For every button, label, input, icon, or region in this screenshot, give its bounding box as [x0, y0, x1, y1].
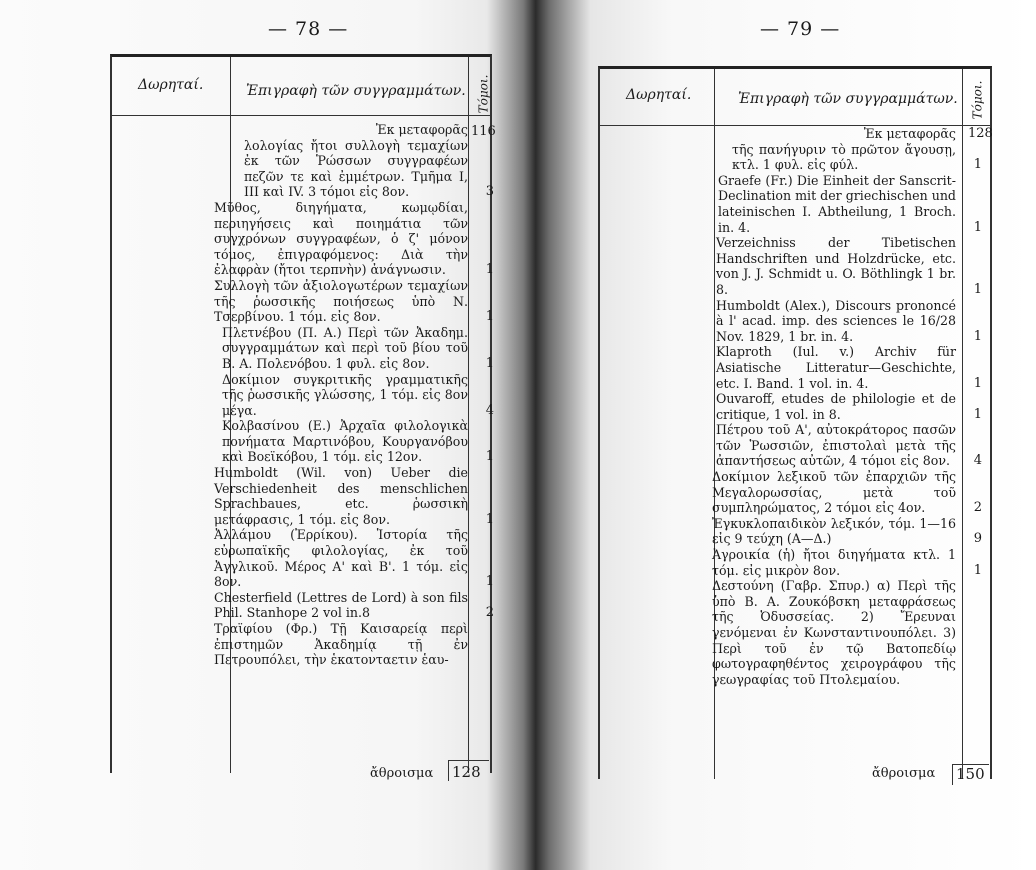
header-titles: Ἐπιγραφὴ τῶν συγγραμμάτων.: [246, 83, 466, 99]
entry-text: Δοκίμιον συγκριτικῆς γραμματικῆς τῆς ῥωσσικῆς γλώσσης, 1 τόμ. εἰς 8ον μέγα.: [222, 371, 468, 418]
volume-count: 128: [968, 126, 993, 141]
list-item: [214, 589, 494, 621]
volume-count: 1: [485, 355, 494, 371]
list-item: [244, 137, 494, 200]
entry-text: Humboldt (Wil. von) Ueber die Verschiedenheit des menschlichen Sprachbaues, etc. ῥωσσικὴ μετάφρασις, 1 τόμ. εἰς 8ον.: [214, 465, 468, 527]
list-item: [716, 235, 982, 297]
entry-text: Ἐκ μεταφορᾶς: [375, 122, 468, 137]
entry-text: Chesterfield (Lettres de Lord) à son fils Phil. Stanhope 2 vol in.8: [214, 589, 468, 621]
entry-text: Graefe (Fr.) Die Einheit der Sanscrit-Declination mit der griechischen und lateinischen I. Abtheilung, 1 Broch. in. 4.: [718, 172, 956, 235]
entry-text: Συλλογὴ τῶν ἀξιολογωτέρων τεμαχίων τῆς ῥωσσικῆς ποιήσεως ὑπὸ Ν. Τσερβίνου. 1 τόμ. εἰς 8ον.: [214, 277, 468, 325]
volume-count: 1: [485, 309, 494, 325]
volume-count: 2: [485, 605, 494, 621]
volume-count: 1: [973, 406, 982, 422]
header-volumes: Τόμοι.: [476, 74, 491, 114]
entry-text: Verzeichniss der Tibetischen Handschriften und Holzdrücke, etc. von J. J. Schmidt u. O. Böthlingk 1 br. 8.: [716, 235, 956, 297]
header-titles: Ἐπιγραφὴ τῶν συγγραμμάτων.: [738, 91, 958, 107]
list-item: [222, 371, 494, 419]
list-item: [214, 465, 494, 527]
volume-count: 1: [973, 281, 982, 297]
entry-text: Klaproth (Iul. v.) Archiv für Asiatische Litteratur—Geschichte, etc. I. Band. 1 vol. in. 4.: [716, 344, 956, 391]
volume-count: 1: [485, 262, 494, 278]
list-item: [716, 344, 982, 391]
list-item: [222, 418, 494, 465]
entry-text: Πλετνέβου (Π. Α.) Περὶ τῶν Ἀκαδημ. συγγραμμάτων καὶ περὶ τοῦ βίου τοῦ Β. Α. Πολενόβου. 1 φυλ. εἰς 8ον.: [222, 324, 468, 371]
list-item: [214, 527, 494, 590]
list-item: [222, 324, 494, 372]
sum-total: 128: [452, 763, 481, 781]
list-item: [214, 199, 494, 278]
entry-text: Τραϊφίου (Φρ.) Τῇ Καισαρείᾳ περὶ ἐπιστημῶν Ἀκαδημίᾳ τῇ ἐν Πετρουπόλει, τὴν ἑκατονταετιν ἑαυ-: [214, 621, 468, 668]
header-donors: Δωρηταί.: [138, 77, 204, 93]
entry-text: Κολβασίνου (Ε.) Ἀρχαῖα φιλολογικὰ πονήματα Μαρτινόβου, Κουργανόβου καὶ Βοεϊκόβου, 1 τόμ. εἰς 12ον.: [222, 418, 468, 465]
volume-count: 1: [485, 511, 494, 527]
list-item: [732, 141, 982, 173]
volume-count: 1: [485, 574, 494, 590]
volume-count: 4: [973, 453, 982, 469]
volume-count: 1: [973, 157, 982, 173]
volume-count: 4: [485, 402, 494, 418]
page-number-left: — 78 —: [268, 18, 349, 40]
column-rule: [962, 69, 963, 779]
entry-text: Humboldt (Alex.), Discours prononcé à l' acad. imp. des sciences le 16/28 Nov. 1829, 1 br. in. 4.: [716, 297, 956, 344]
entry-text: Μῦθος, διηγήματα, κωμῳδίαι, περιηγήσεις καὶ ποιημάτια τῶν συγχρόνων συγγραφέων, ὁ ζ' μόνον τόμος, ἐπιγραφόμενος: Διὰ τὴν ἐλαφρὰν (ἤτοι τερπνὴν) ἀνάγνωσιν.: [214, 199, 468, 278]
list-item: [712, 515, 982, 547]
entry-text: Δοκίμιον λεξικοῦ τῶν ἐπαρχιῶν τῆς Μεγαλορωσσίας, μετὰ τοῦ συμπληρώματος, 2 τόμοι εἰς 4ον.: [712, 469, 956, 516]
sum-total: 150: [956, 765, 985, 783]
volume-count: 1: [973, 219, 982, 235]
entry-text: Δεστούνη (Γαβρ. Σπυρ.) α) Περὶ τῆς ὑπὸ Β. Α. Ζουκόβσκη μεταφράσεως τῆς Ὀδυσσείας. 2) Ἔρευναι γενόμεναι ἐν Κωνσταντινουπόλει. 3) Περὶ τοῦ ἐν τῷ Βατοπεδίῳ φωτογραφηθέντος χειρογράφου τῆς γεωγραφίας τοῦ Πτολεμαίου.: [712, 578, 956, 687]
list-item: [718, 172, 982, 235]
volume-count: 1: [973, 562, 982, 578]
volume-count: 1: [485, 449, 494, 465]
entry-text: Ἐκ μεταφορᾶς: [863, 126, 956, 141]
volume-count: 9: [973, 531, 982, 547]
sum-label: ἄθροισμα: [370, 766, 434, 781]
entry-text: λολογίας ἤτοι συλλογὴ τεμαχίων ἐκ τῶν Ῥώσσων συγγραφέων πεζῶν τε καὶ ἐμμέτρων. Τμῆμα I, III καὶ IV. 3 τόμοι εἰς 8ον.: [244, 137, 468, 200]
header-donors: Δωρηταί.: [626, 87, 692, 103]
volume-count: 3: [485, 184, 494, 200]
entry-text: Ἀγροικία (ἡ) ἤτοι διηγήματα κτλ. 1 τόμ. εἰς μικρὸν 8ον.: [712, 547, 956, 578]
entry-text: Πέτρου τοῦ Α', αὐτοκράτορος πασῶν τῶν Ῥωσσιῶν, ἐπιστολαὶ μετὰ τῆς ἀπαντήσεως αὐτῶν, 4 τόμοι εἰς 8ον.: [716, 422, 956, 469]
header-volumes: Τόμοι.: [970, 80, 985, 120]
list-item: [712, 547, 982, 578]
column-rule: [468, 57, 469, 773]
list-item: [214, 621, 468, 668]
list-item: [214, 277, 494, 325]
entry-text: Ἐγκυκλοπαιδικὸν λεξικόν, τόμ. 1—16 εἰς 9 τεύχη (Α—Δ.): [712, 515, 956, 547]
sum-label: ἄθροισμα: [872, 766, 936, 781]
entry-text: Ἀλλάμου (Ἐρρίκου). Ἱστορία τῆς εὐρωπαϊκῆς φιλολογίας, ἐκ τοῦ Ἀγγλικοῦ. Μέρος Α' καὶ Β'. 1 τόμ. εἰς 8ον.: [214, 527, 468, 590]
list-item: [716, 391, 982, 422]
header-rule: [112, 115, 490, 116]
entry-text: Ouvaroff, etudes de philologie et de critique, 1 vol. in 8.: [716, 391, 956, 422]
volume-count: 1: [973, 328, 982, 344]
list-item: [720, 126, 956, 142]
list-item: [712, 469, 982, 516]
volume-count: 2: [973, 500, 982, 516]
list-item: [716, 422, 982, 469]
list-item: [716, 297, 982, 345]
page-number-right: — 79 —: [760, 18, 841, 40]
list-item: [712, 578, 956, 687]
volume-count: 116: [471, 124, 496, 139]
volume-count: 1: [973, 375, 982, 391]
entry-text: τῆς πανήγυριν τὸ πρῶτον ἄγουσῃ, κτλ. 1 φυλ. εἰς φύλ.: [732, 141, 956, 173]
list-item: [232, 122, 468, 138]
